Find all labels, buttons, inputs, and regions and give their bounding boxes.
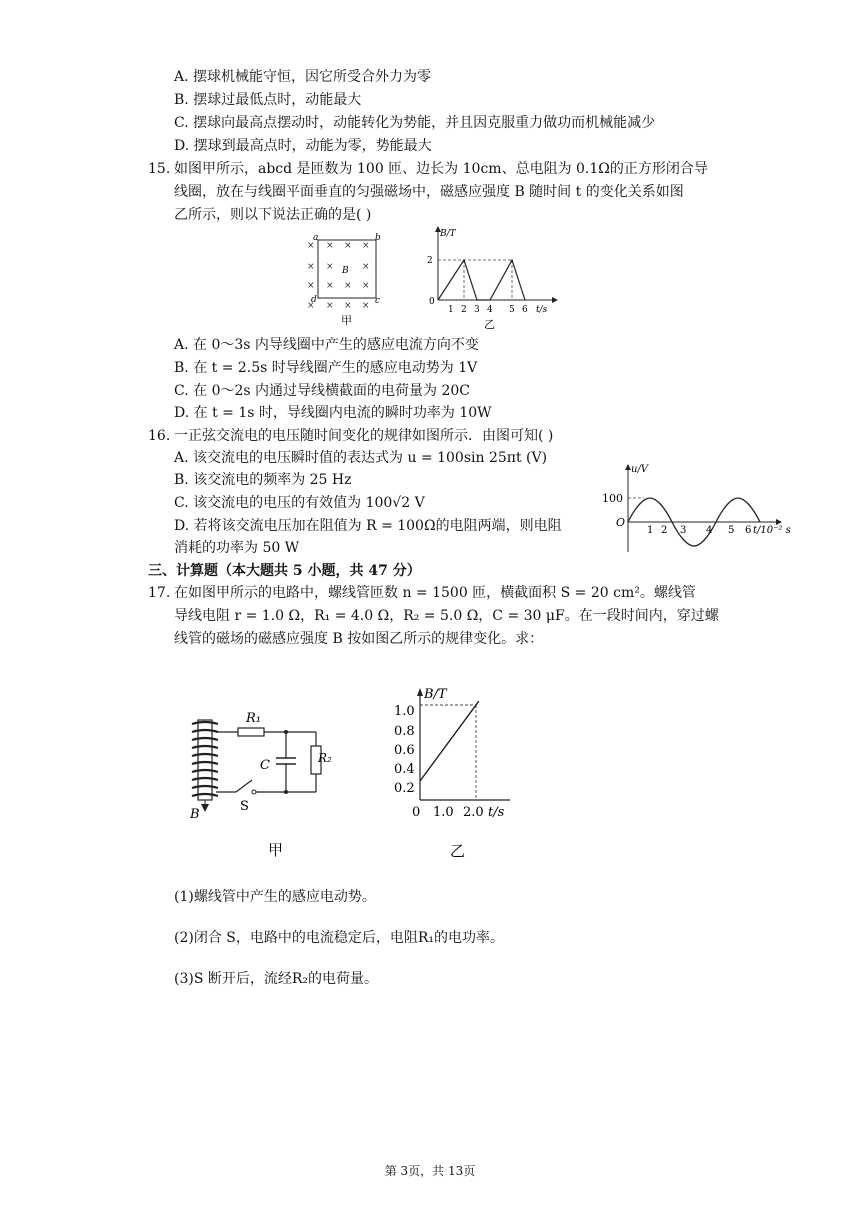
label-r1: R₁ xyxy=(246,711,261,726)
caption-jia: 甲 xyxy=(268,841,284,859)
q15-text-line3: 乙所示，则以下说法正确的是( ) xyxy=(174,207,372,223)
y-tick-0.2: 0.2 xyxy=(394,781,415,796)
q17-subquestion-2: (2)闭合 S，电路中的电流稳定后，电阻R₁的电功率。 xyxy=(174,930,505,946)
svg-text:×: × xyxy=(326,241,334,251)
resistor-r1 xyxy=(238,728,264,736)
q15-option-a: A. 在 0～3s 内导线圈中产生的感应电流方向不变 xyxy=(174,337,479,353)
x-tick-6: 6 xyxy=(522,305,528,315)
corner-label-a: a xyxy=(313,233,319,243)
q16-text-line1: 一正弦交流电的电压随时间变化的规律如图所示．由图可知( ) xyxy=(174,428,554,444)
x-tick-2: 2 xyxy=(661,525,668,536)
switch-s xyxy=(236,780,252,792)
q17-text-line3: 线管的磁场的磁感应强度 B 按如图乙所示的规律变化。求： xyxy=(174,631,544,647)
corner-label-b: b xyxy=(375,233,381,243)
svg-text:×: × xyxy=(362,241,370,251)
x-tick-1: 1 xyxy=(647,525,654,536)
y-tick-2: 2 xyxy=(427,256,433,266)
q14-option-b: B. 摆球过最低点时，动能最大 xyxy=(174,92,362,108)
q16-option-c: C. 该交流电的电压的有效值为 100√2 V xyxy=(174,495,425,511)
q15-option-d: D. 在 t = 1s 时，导线圈内电流的瞬时功率为 10W xyxy=(174,405,492,421)
x-tick-1.0: 1.0 xyxy=(433,805,454,820)
q17-figure-yi xyxy=(360,682,520,860)
b-t-line xyxy=(420,701,479,781)
q15-number: 15. xyxy=(148,161,171,177)
x-tick-4: 4 xyxy=(487,305,493,315)
svg-text:×: × xyxy=(307,301,315,311)
svg-text:×: × xyxy=(326,301,334,311)
q15-text-line2: 线圈，放在与线圈平面垂直的匀强磁场中，磁感应强度 B 随时间 t 的变化关系如图 xyxy=(174,184,684,200)
q15-option-b: B. 在 t = 2.5s 时导线圈产生的感应电动势为 1V xyxy=(174,360,478,376)
svg-text:×: × xyxy=(344,301,352,311)
y-axis-label: B/T xyxy=(440,229,456,239)
svg-text:×: × xyxy=(307,262,315,272)
svg-text:×: × xyxy=(307,281,315,291)
corner-label-c: c xyxy=(375,296,381,306)
x-axis-label: t/s xyxy=(536,305,548,315)
q16-number: 16. xyxy=(148,428,171,444)
x-tick-4: 4 xyxy=(706,525,713,536)
y-tick-0.6: 0.6 xyxy=(394,743,415,758)
svg-text:×: × xyxy=(326,281,334,291)
y-axis-label: u/V xyxy=(631,464,649,475)
q16-option-b: B. 该交流电的频率为 25 Hz xyxy=(174,472,352,488)
svg-text:×: × xyxy=(326,262,334,272)
y-tick-1.0: 1.0 xyxy=(394,704,415,719)
arrow-down-icon xyxy=(201,804,209,812)
q14-option-d: D. 摆球到最高点时，动能为零，势能最大 xyxy=(174,138,432,154)
svg-text:×: × xyxy=(362,281,370,291)
svg-text:×: × xyxy=(344,241,352,251)
x-tick-3: 3 xyxy=(680,525,687,536)
q16-option-a: A. 该交流电的电压瞬时值的表达式为 u = 100sin 25πt (V) xyxy=(174,450,548,466)
x-tick-2.0: 2.0 xyxy=(463,805,484,820)
svg-text:×: × xyxy=(307,241,315,251)
label-r2: R₂ xyxy=(318,751,332,765)
q17-text-line2: 导线电阻 r = 1.0 Ω，R₁ = 4.0 Ω，R₂ = 5.0 Ω，C = 30 μF。在一段时间内，穿过螺 xyxy=(174,608,719,624)
q15-option-c: C. 在 0～2s 内通过导线横截面的电荷量为 20C xyxy=(174,383,470,399)
caption-yi: 乙 xyxy=(484,318,495,331)
q15-text-line1: 如图甲所示，abcd 是匝数为 100 匝、边长为 10cm、总电阻为 0.1Ω的正方形闭合导 xyxy=(174,161,708,177)
solenoid xyxy=(192,720,218,800)
origin-label: 0 xyxy=(412,805,421,820)
origin-label: 0 xyxy=(429,297,435,307)
field-label-b: B xyxy=(342,266,349,276)
q17-subquestion-3: (3)S 断开后，流经R₂的电荷量。 xyxy=(174,971,379,987)
x-axis-label: t/10⁻² s xyxy=(753,525,791,536)
y-tick-0.4: 0.4 xyxy=(394,762,415,777)
x-tick-5: 5 xyxy=(509,305,515,315)
x-tick-3: 3 xyxy=(474,305,480,315)
x-tick-6: 6 xyxy=(745,525,752,536)
q14-option-c: C. 摆球向最高点摆动时，动能转化为势能，并且因克服重力做功而机械能减少 xyxy=(174,115,656,131)
q16-option-d-line1: D. 若将该交流电压加在阻值为 R = 100Ω的电阻两端，则电阻 xyxy=(174,518,562,534)
q15-figure-jia xyxy=(300,228,390,328)
q17-text-line1: 在如图甲所示的电路中，螺线管匝数 n = 1500 匝，横截面积 S = 20 cm²。螺线管 xyxy=(174,585,696,601)
q15-figure-yi xyxy=(420,224,560,332)
y-axis-label: B/T xyxy=(424,687,447,702)
x-tick-2: 2 xyxy=(461,305,467,315)
q17-subquestion-1: (1)螺线管中产生的感应电动势。 xyxy=(174,889,376,905)
page-footer: 第 3页，共 13页 xyxy=(384,1164,476,1178)
q16-option-d-line2: 消耗的功率为 50 W xyxy=(174,540,300,556)
svg-text:×: × xyxy=(362,301,370,311)
svg-text:×: × xyxy=(362,262,370,272)
caption-jia: 甲 xyxy=(341,314,352,327)
corner-label-d: d xyxy=(311,295,317,305)
q17-number: 17. xyxy=(148,585,171,601)
y-tick-100: 100 xyxy=(602,492,623,505)
x-axis-label: t/s xyxy=(488,805,505,820)
caption-yi: 乙 xyxy=(450,842,466,860)
q16-figure xyxy=(600,462,800,552)
origin-label: O xyxy=(616,516,626,529)
label-c: C xyxy=(260,758,270,773)
section-heading-calculation: 三、计算题（本大题共 5 小题，共 47 分） xyxy=(148,563,421,579)
y-tick-0.8: 0.8 xyxy=(394,724,415,739)
field-label-b: B xyxy=(190,807,200,822)
x-tick-5: 5 xyxy=(728,525,735,536)
svg-text:×: × xyxy=(344,281,352,291)
q17-figure-jia xyxy=(180,700,340,860)
x-tick-1: 1 xyxy=(448,305,454,315)
q14-option-a: A. 摆球机械能守恒，因它所受合外力为零 xyxy=(174,69,432,85)
label-s: S xyxy=(240,799,249,814)
